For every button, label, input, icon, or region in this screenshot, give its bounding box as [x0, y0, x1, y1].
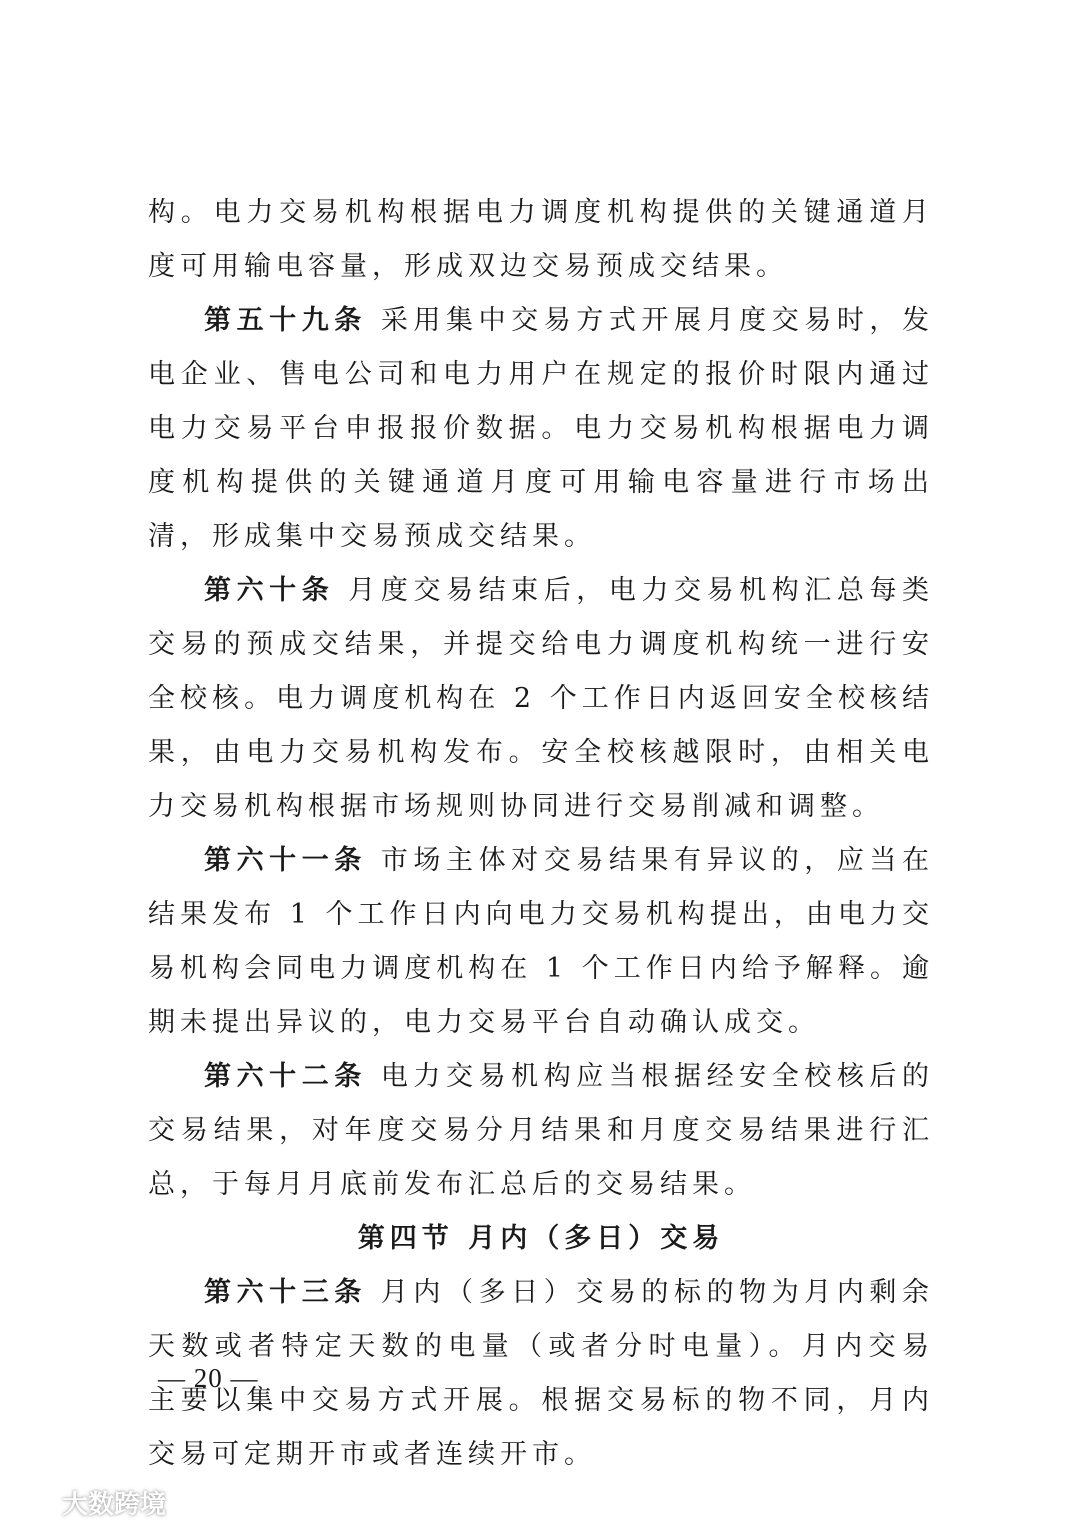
article-heading: 第六十条	[204, 575, 335, 606]
cloud-logo-icon	[8, 1489, 54, 1517]
article-59	[148, 294, 934, 564]
page-number: — 20 —	[158, 1363, 259, 1393]
article-heading: 第五十九条	[204, 305, 367, 336]
article-62	[148, 1050, 934, 1212]
paragraph-text: 构。电力交易机构根据电力调度机构提供的关键通道月度可用输电容量，形成双边交易预成交结果。	[148, 197, 934, 282]
article-heading: 第六十三条	[204, 1277, 367, 1308]
paragraph-text: 电力交易机构应当根据经安全校核后的交易结果，对年度交易分月结果和月度交易结果进行汇总，于每月月底前发布汇总后的交易结果。	[148, 1061, 935, 1200]
article-heading: 第六十二条	[204, 1061, 367, 1092]
article-heading: 第六十一条	[204, 845, 367, 876]
article-63	[148, 1266, 934, 1482]
section-title: 第四节 月内（多日）交易	[357, 1223, 725, 1254]
paragraph-continuation	[148, 186, 934, 294]
article-60	[148, 564, 934, 834]
paragraph-text: 月内（多日）交易的标的物为月内剩余天数或者特定天数的电量（或者分时电量）。月内交易主要以集中交易方式开展。根据交易标的物不同，月内交易可定期开市或者连续开市。	[148, 1277, 935, 1470]
paragraph-text: 市场主体对交易结果有异议的，应当在结果发布 1 个工作日内向电力交易机构提出，由电力交易机构会同电力调度机构在 1 个工作日内给予解释。逾期未提出异议的，电力交易平台自动确认成交。	[148, 845, 935, 1038]
paragraph-text: 采用集中交易方式开展月度交易时，发电企业、售电公司和电力用户在规定的报价时限内通过电力交易平台申报报价数据。电力交易机构根据电力调度机构提供的关键通道月度可用输电容量进行市场出清，形成集中交易预成交结果。	[148, 305, 935, 552]
paragraph-text: 月度交易结束后，电力交易机构汇总每类交易的预成交结果，并提交给电力调度机构统一进行安全校核。电力调度机构在 2 个工作日内返回安全校核结果，由电力交易机构发布。安全校核越限时，由相关电力交易机构根据市场规则协同进行交易削减和调整。	[148, 575, 935, 822]
article-61	[148, 834, 934, 1050]
watermark	[8, 1484, 166, 1521]
watermark-text: 大数跨境	[62, 1490, 167, 1520]
document-body	[148, 186, 934, 1482]
